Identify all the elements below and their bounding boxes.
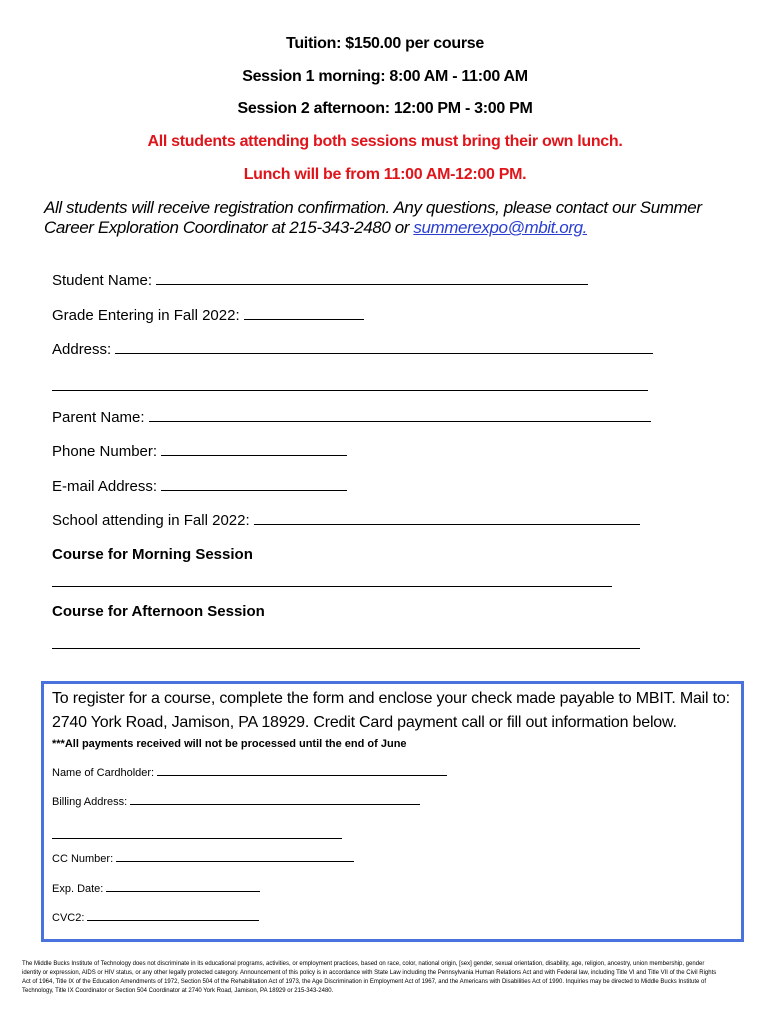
phone-field[interactable] <box>52 443 347 460</box>
course-afternoon-line[interactable] <box>52 648 640 649</box>
student-name-field[interactable] <box>52 272 588 289</box>
school-label: School attending in Fall 2022: <box>52 512 250 529</box>
course-morning-label: Course for Morning Session <box>52 546 253 563</box>
exp-date-field[interactable] <box>52 883 260 895</box>
session2-line: Session 2 afternoon: 12:00 PM - 3:00 PM <box>237 100 533 117</box>
email-label: E-mail Address: <box>52 478 158 495</box>
exp-date-label: Exp. Date: <box>52 883 104 895</box>
billing-label: Billing Address: <box>52 796 128 808</box>
confirmation-text: All students will receive registration confirmation. Any questions, please contact our Summer Career Exploration Coordinator at 215-343-2480 or <box>44 198 702 237</box>
email-line[interactable] <box>161 489 347 491</box>
exp-date-line[interactable] <box>106 890 260 892</box>
address-field[interactable] <box>52 341 653 358</box>
confirmation-notice <box>44 198 734 238</box>
address-line-2[interactable] <box>52 390 648 391</box>
grade-label: Grade Entering in Fall 2022: <box>52 307 240 324</box>
cvc2-line[interactable] <box>87 919 259 921</box>
student-name-line[interactable] <box>156 283 588 285</box>
email-link[interactable]: summerexpo@mbit.org. <box>413 218 587 237</box>
phone-line[interactable] <box>161 454 347 456</box>
lunch-notice: All students attending both sessions must bring their own lunch. <box>147 133 623 150</box>
cvc2-field[interactable] <box>52 912 259 924</box>
parent-name-line[interactable] <box>149 420 651 422</box>
grade-field[interactable] <box>52 307 364 324</box>
lunch-time: Lunch will be from 11:00 AM-12:00 PM. <box>243 166 527 183</box>
nondiscrimination-footer: The Middle Bucks Institute of Technology does not discriminate in its educational programs, activities, or employment practices, based on race, color, national origin, [sex] gender, sexual orientation, disability, age, religion, ancestry, union membership, gender identity or expression, AIDS or HIV status, or any other legally protected category. Announcement of this policy is in accordance with State Law including the Pennsylvania Human Relations Act and with Federal law, including Title VI and Title VII of the Civil Rights Act of 1964, Title IX of the Education Amendments of 1972, Section 504 of the Rehabilitation Act of 1973, the Age Discrimination in Employment Act of 1967, and the Americans with Disabilities Act of 1990. Inquiries may be directed to Middle Bucks Institute of Technology, Title IX Coordinator or Section 504 Coordinator at 2740 York Road, Jamison, PA 18929 or 215-343-2480. <box>22 961 717 994</box>
payment-intro: To register for a course, complete the form and enclose your check made payable to MBIT. Mail to: 2740 York Road, Jamison, PA 18929. Credit Card payment call or fill out information below. <box>52 690 730 731</box>
payment-note: ***All payments received will not be processed until the end of June <box>52 738 407 750</box>
billing-line-2[interactable] <box>52 838 342 839</box>
phone-label: Phone Number: <box>52 443 158 460</box>
school-field[interactable] <box>52 512 640 529</box>
address-line-1[interactable] <box>115 352 653 354</box>
cvc2-label: CVC2: <box>52 912 85 924</box>
cardholder-line[interactable] <box>157 774 447 776</box>
student-name-label: Student Name: <box>52 272 153 289</box>
email-field[interactable] <box>52 478 347 495</box>
parent-name-field[interactable] <box>52 409 651 426</box>
grade-line[interactable] <box>244 318 364 320</box>
course-afternoon-label: Course for Afternoon Session <box>52 603 265 620</box>
billing-line-1[interactable] <box>130 803 420 805</box>
school-line[interactable] <box>254 523 640 525</box>
course-morning-line[interactable] <box>52 586 612 587</box>
cardholder-label: Name of Cardholder: <box>52 767 155 779</box>
session1-line: Session 1 morning: 8:00 AM - 11:00 AM <box>242 68 528 85</box>
tuition-line: Tuition: $150.00 per course <box>286 35 484 52</box>
cc-number-label: CC Number: <box>52 853 114 865</box>
cc-number-line[interactable] <box>116 860 354 862</box>
address-label: Address: <box>52 341 112 358</box>
cardholder-field[interactable] <box>52 767 447 779</box>
parent-name-label: Parent Name: <box>52 409 145 426</box>
billing-field[interactable] <box>52 796 420 808</box>
cc-number-field[interactable] <box>52 853 354 865</box>
